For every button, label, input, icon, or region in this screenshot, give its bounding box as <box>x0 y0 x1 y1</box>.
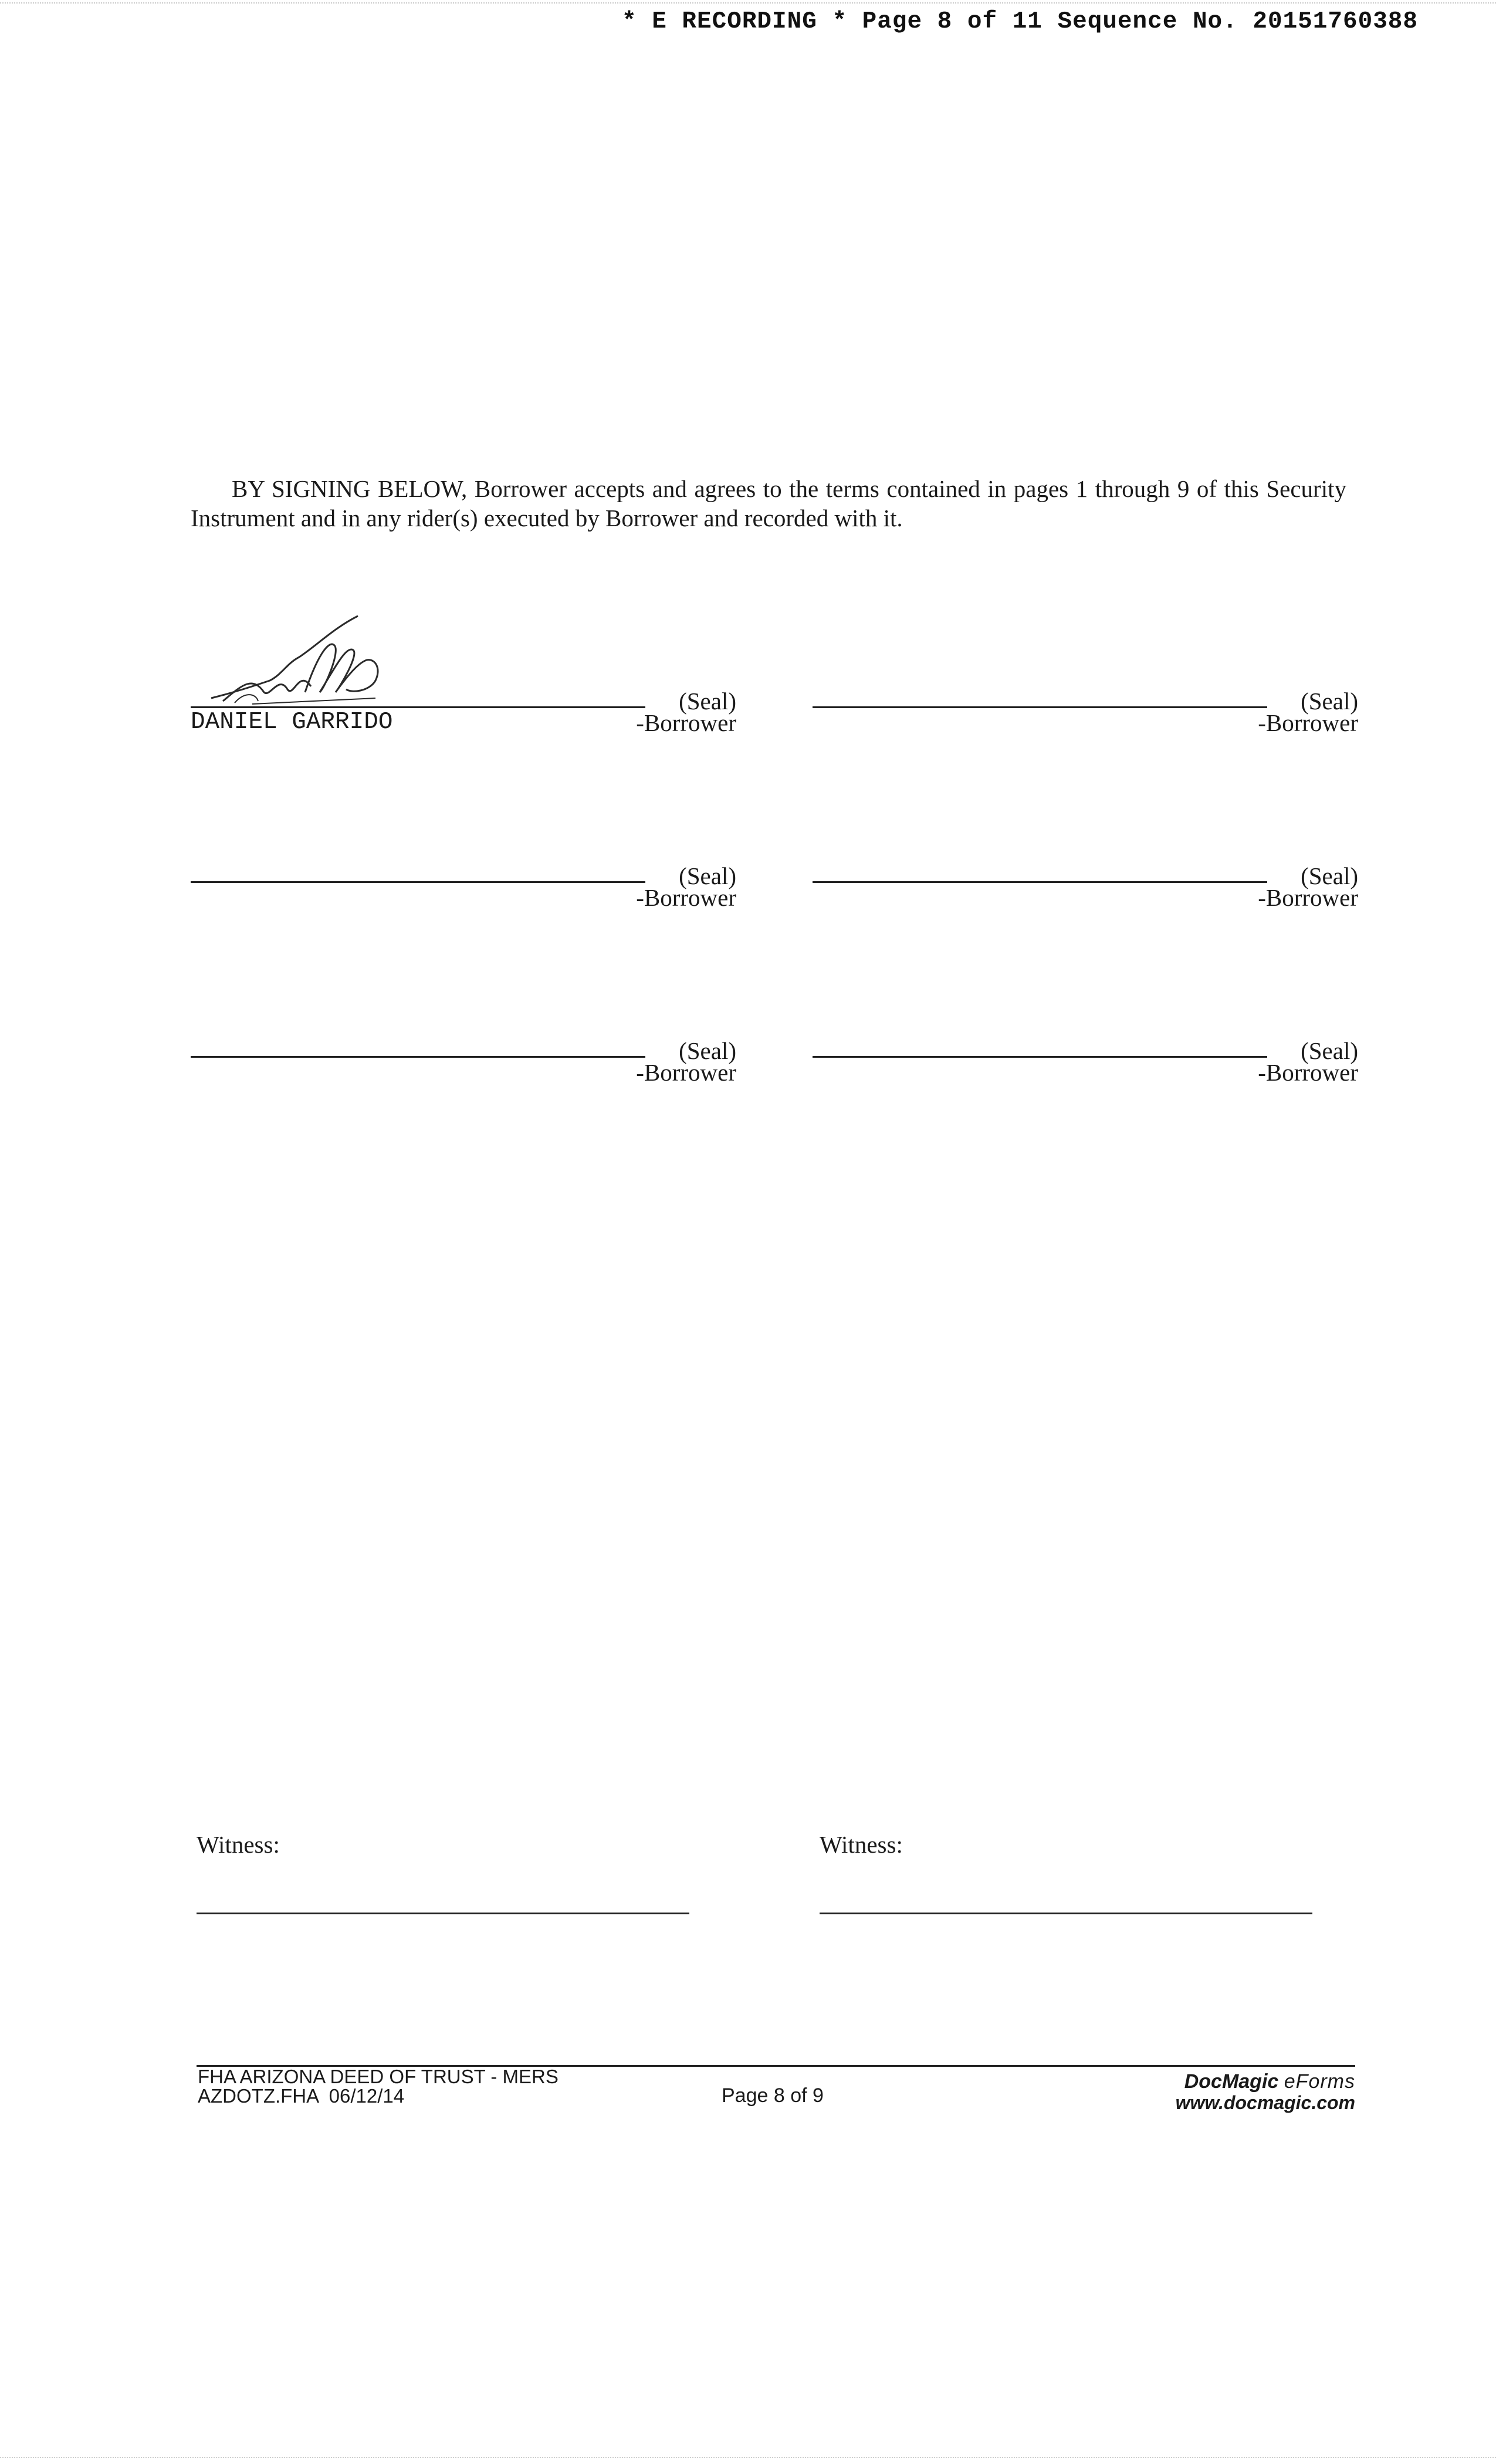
role-label: -Borrower <box>636 709 736 736</box>
seal-label: (Seal) <box>679 1037 736 1064</box>
seal-label: (Seal) <box>679 862 736 889</box>
signature-block-5 <box>191 1037 736 1115</box>
seal-label: (Seal) <box>1301 1037 1358 1064</box>
signature-line <box>191 706 645 708</box>
signature-line <box>813 706 1267 708</box>
role-label: -Borrower <box>1258 709 1358 736</box>
witness-label: Witness: <box>820 1831 903 1858</box>
signature-block-1 <box>191 688 736 765</box>
witness-signature-line <box>197 1913 689 1914</box>
recording-header: * E RECORDING * Page 8 of 11 Sequence No. 20151760388 <box>622 8 1419 35</box>
signature-block-3 <box>191 862 736 940</box>
seal-label: (Seal) <box>1301 688 1358 715</box>
form-code: AZDOTZ.FHA 06/12/14 <box>198 2085 405 2107</box>
signature-block-2 <box>813 688 1358 765</box>
role-label: -Borrower <box>636 884 736 911</box>
brand-url: www.docmagic.com <box>1175 2092 1355 2113</box>
borrower-name: DANIEL GARRIDO <box>191 709 393 736</box>
seal-label: (Seal) <box>679 688 736 715</box>
signature-line <box>191 881 645 883</box>
scan-edge-top <box>0 2 1496 5</box>
borrower-signature <box>199 604 428 710</box>
signing-statement: BY SIGNING BELOW, Borrower accepts and agrees to the terms contained in pages 1 through 9 of this Security Instrument and in any rider(s) executed by Borrower and recorded with it. <box>191 475 1346 532</box>
scan-edge-bottom <box>0 2457 1496 2460</box>
role-label: -Borrower <box>1258 1059 1358 1086</box>
signature-block-6 <box>813 1037 1358 1115</box>
form-title: FHA ARIZONA DEED OF TRUST - MERS <box>198 2066 559 2087</box>
signature-line <box>813 1056 1267 1058</box>
signature-line <box>191 1056 645 1058</box>
role-label: -Borrower <box>1258 884 1358 911</box>
witness-signature-line <box>820 1913 1312 1914</box>
signature-block-4 <box>813 862 1358 940</box>
witness-label: Witness: <box>197 1831 280 1858</box>
seal-label: (Seal) <box>1301 862 1358 889</box>
signature-line <box>813 881 1267 883</box>
docmagic-logo <box>1162 2071 1355 2113</box>
brand-name: DocMagic <box>1184 2070 1279 2093</box>
page-number: Page 8 of 9 <box>722 2084 824 2107</box>
form-identification <box>198 2067 559 2106</box>
brand-product: eForms <box>1284 2070 1355 2093</box>
brand-mark <box>1162 2071 1355 2092</box>
role-label: -Borrower <box>636 1059 736 1086</box>
